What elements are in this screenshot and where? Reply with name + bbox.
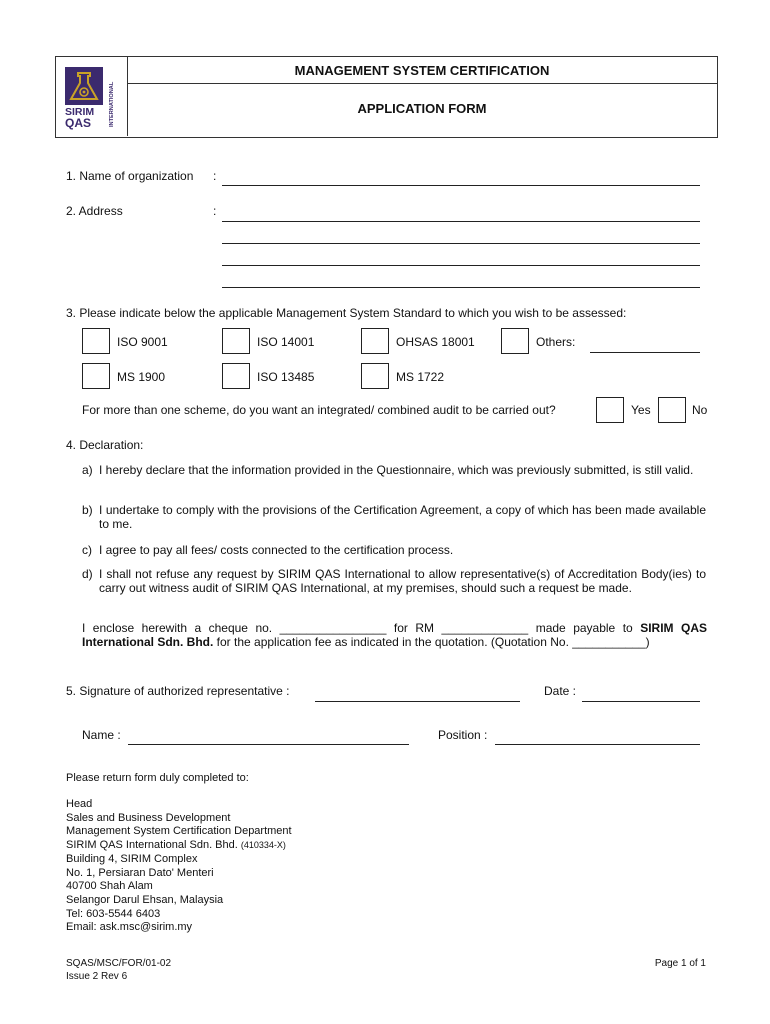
address-line: Selangor Darul Ehsan, Malaysia [66,893,224,906]
cheque-payee-part1: SIRIM QAS [640,621,707,635]
address-colon: : [213,204,217,218]
declaration-text: I undertake to comply with the provisions of the Certification Agreement, a copy of which has been made available to me. [99,503,706,531]
cheque-statement [82,621,707,649]
cheque-text-part1: I enclose herewith a cheque no. ________________ for RM _____________ made payable to [82,621,641,635]
iso-14001-label: ISO 14001 [257,335,315,349]
address-field-line-4[interactable] [222,287,700,288]
declaration-marker: c) [82,543,92,557]
page-number: Page 1 of 1 [654,958,706,969]
position-field[interactable] [495,744,700,745]
ohsas-18001-checkbox[interactable] [361,328,389,354]
declaration-marker: d) [82,567,93,581]
declaration-text: I agree to pay all fees/ costs connected to the certification process. [99,543,454,557]
cheque-payee-part2: International Sdn. Bhd. [82,635,214,649]
declaration-item [82,543,706,557]
organization-name-colon: : [213,169,217,183]
address-line: 40700 Shah Alam [66,880,153,893]
sirim-qas-logo [56,57,127,136]
address-field-line-3[interactable] [222,265,700,266]
address-line: Head [66,798,93,810]
declaration-marker: b) [82,503,93,517]
logo-cell [56,57,128,136]
iso-14001-checkbox[interactable] [222,328,250,354]
logo-side-text: INTERNATIONAL [109,81,115,127]
document-code: SQAS/MSC/FOR/01-02 [66,958,172,969]
integrated-yes-checkbox[interactable] [596,397,624,423]
ohsas-18001-label: OHSAS 18001 [396,335,475,349]
integrated-yes-label: Yes [631,403,651,417]
declaration-marker: a) [82,463,93,477]
return-instruction: Please return form duly completed to: [66,772,249,784]
address-line: No. 1, Persiaran Dato' Menteri [66,866,214,879]
declaration-text: I hereby declare that the information provided in the Questionnaire, which was previously submitted, is still valid. [99,463,694,477]
address-company-line [66,839,292,853]
iso-9001-label: ISO 9001 [117,335,168,349]
declaration-item [82,567,706,595]
address-company: SIRIM QAS International Sdn. Bhd. [66,839,238,852]
name-field[interactable] [128,744,409,745]
address-line: Management System Certification Department [66,825,292,838]
iso-13485-label: ISO 13485 [257,370,315,384]
address-email: Email: ask.msc@sirim.my [66,921,193,934]
signature-field[interactable] [315,701,520,702]
address-company-reg: (410334-X) [240,840,286,851]
form-header [55,56,718,138]
cheque-text-part2: for the application fee as indicated in the quotation. (Quotation No. ___________) [213,635,650,649]
others-checkbox[interactable] [501,328,529,354]
standard-question-label: 3. Please indicate below the applicable Management System Standard to which you wish to be assessed: [66,306,627,320]
ms-1900-checkbox[interactable] [82,363,110,389]
iso-9001-checkbox[interactable] [82,328,110,354]
integrated-no-label: No [692,403,708,417]
ms-1722-label: MS 1722 [396,370,445,384]
address-line: Building 4, SIRIM Complex [66,852,198,865]
signature-label: 5. Signature of authorized representative : [66,684,290,698]
others-field[interactable] [590,352,700,353]
ms-1900-label: MS 1900 [117,370,166,384]
declaration-text: I shall not refuse any request by SIRIM QAS International to allow representative(s) of Accreditation Body(ies) to carry out witness audit of SIRIM QAS International, at my premises, should such a request be made. [99,567,706,595]
form-title: MANAGEMENT SYSTEM CERTIFICATION [127,57,717,84]
others-label: Others: [536,335,576,349]
ms-1722-checkbox[interactable] [361,363,389,389]
address-label: 2. Address [66,204,123,218]
address-line: Sales and Business Development [66,811,231,824]
logo-line1: SIRIM [65,106,95,118]
position-label: Position : [438,728,488,742]
address-phone: Tel: 603-5544 6403 [66,907,161,920]
address-field-line-1[interactable] [222,221,700,222]
organization-name-label: 1. Name of organization [66,169,194,183]
integrated-audit-question: For more than one scheme, do you want an integrated/ combined audit to be carried out? [82,403,556,417]
address-field-line-2[interactable] [222,243,700,244]
date-field[interactable] [582,701,700,702]
document-issue: Issue 2 Rev 6 [66,970,128,982]
logo-line2: QAS [65,116,92,130]
declaration-item [82,463,706,477]
iso-13485-checkbox[interactable] [222,363,250,389]
form-subtitle: APPLICATION FORM [357,101,487,116]
return-address [66,798,292,935]
document-code-block [66,958,171,983]
declaration-heading: 4. Declaration: [66,438,144,452]
declaration-item [82,503,706,531]
integrated-no-checkbox[interactable] [658,397,686,423]
organization-name-field[interactable] [222,185,700,186]
date-label: Date : [544,684,577,698]
name-label: Name : [82,728,121,742]
